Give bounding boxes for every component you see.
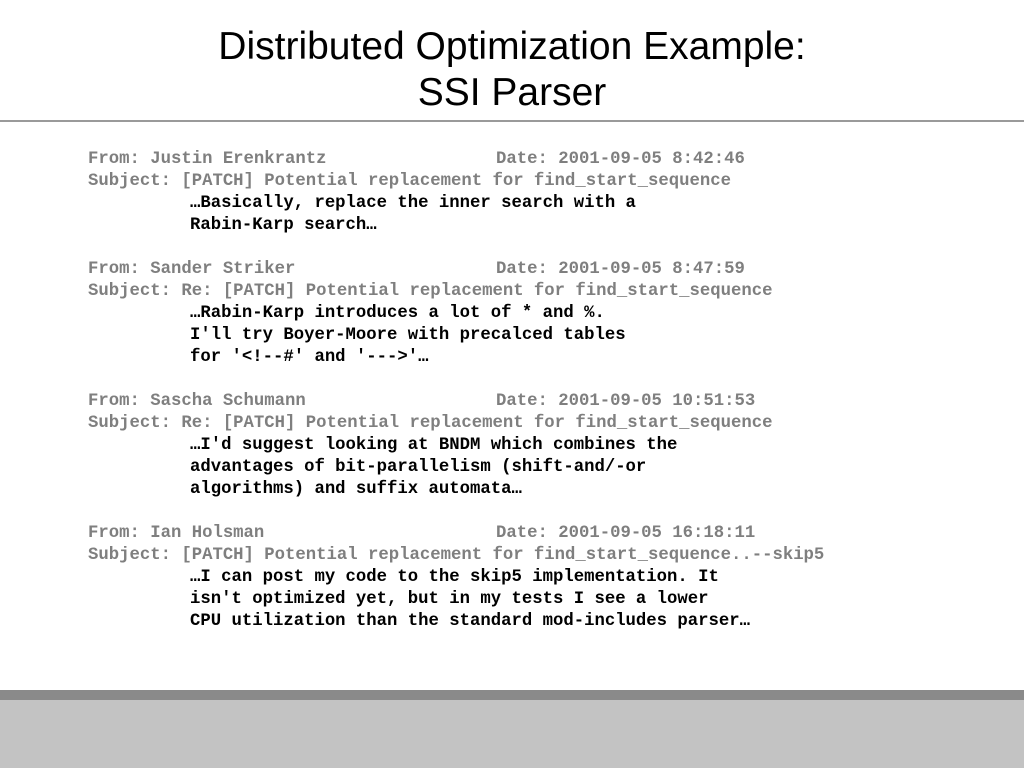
excerpt-line: Rabin-Karp search… [190, 216, 377, 235]
email-message [88, 391, 1008, 501]
email-from: From: Sander Striker [88, 260, 296, 279]
email-header [88, 259, 1008, 281]
excerpt-line: …Basically, replace the inner search with a [190, 194, 636, 213]
excerpt-line: …I can post my code to the skip5 implementation. It [190, 568, 719, 587]
email-message [88, 259, 1008, 369]
email-from: From: Ian Holsman [88, 524, 265, 543]
email-date: Date: 2001-09-05 8:42:46 [496, 150, 745, 169]
email-message [88, 149, 1008, 237]
email-subject: Subject: Re: [PATCH] Potential replacement for find_start_sequence [88, 282, 773, 301]
excerpt-line: CPU utilization than the standard mod-includes parser… [190, 612, 751, 631]
footer-divider [0, 690, 1024, 700]
email-header [88, 523, 1008, 545]
excerpt-line: …I'd suggest looking at BNDM which combines the [190, 436, 678, 455]
email-excerpt [88, 193, 1008, 237]
email-date: Date: 2001-09-05 16:18:11 [496, 524, 756, 543]
excerpt-line: I'll try Boyer-Moore with precalced tables [190, 326, 626, 345]
email-header [88, 391, 1008, 413]
email-excerpt [88, 435, 1008, 501]
email-from: From: Justin Erenkrantz [88, 150, 327, 169]
email-subject: Subject: Re: [PATCH] Potential replacement for find_start_sequence [88, 414, 773, 433]
email-excerpt [88, 567, 1008, 633]
email-subject: Subject: [PATCH] Potential replacement for find_start_sequence..--skip5 [88, 546, 825, 565]
slide-title [0, 24, 1024, 116]
slide-title-line-2: SSI Parser [417, 71, 607, 114]
excerpt-line: advantages of bit-parallelism (shift-and/-or [190, 458, 647, 477]
email-excerpt [88, 303, 1008, 369]
excerpt-line: algorithms) and suffix automata… [190, 480, 522, 499]
email-date: Date: 2001-09-05 10:51:53 [496, 392, 756, 411]
email-thread [88, 149, 1008, 655]
title-divider [0, 120, 1024, 122]
excerpt-line: for '<!--#' and '--->'… [190, 348, 429, 367]
slide-title-line-1: Distributed Optimization Example: [218, 25, 806, 68]
email-message [88, 523, 1008, 633]
excerpt-line: isn't optimized yet, but in my tests I see a lower [190, 590, 709, 609]
email-header [88, 149, 1008, 171]
email-subject: Subject: [PATCH] Potential replacement for find_start_sequence [88, 172, 731, 191]
email-from: From: Sascha Schumann [88, 392, 306, 411]
slide-footer [0, 700, 1024, 768]
email-date: Date: 2001-09-05 8:47:59 [496, 260, 745, 279]
excerpt-line: …Rabin-Karp introduces a lot of * and %. [190, 304, 605, 323]
